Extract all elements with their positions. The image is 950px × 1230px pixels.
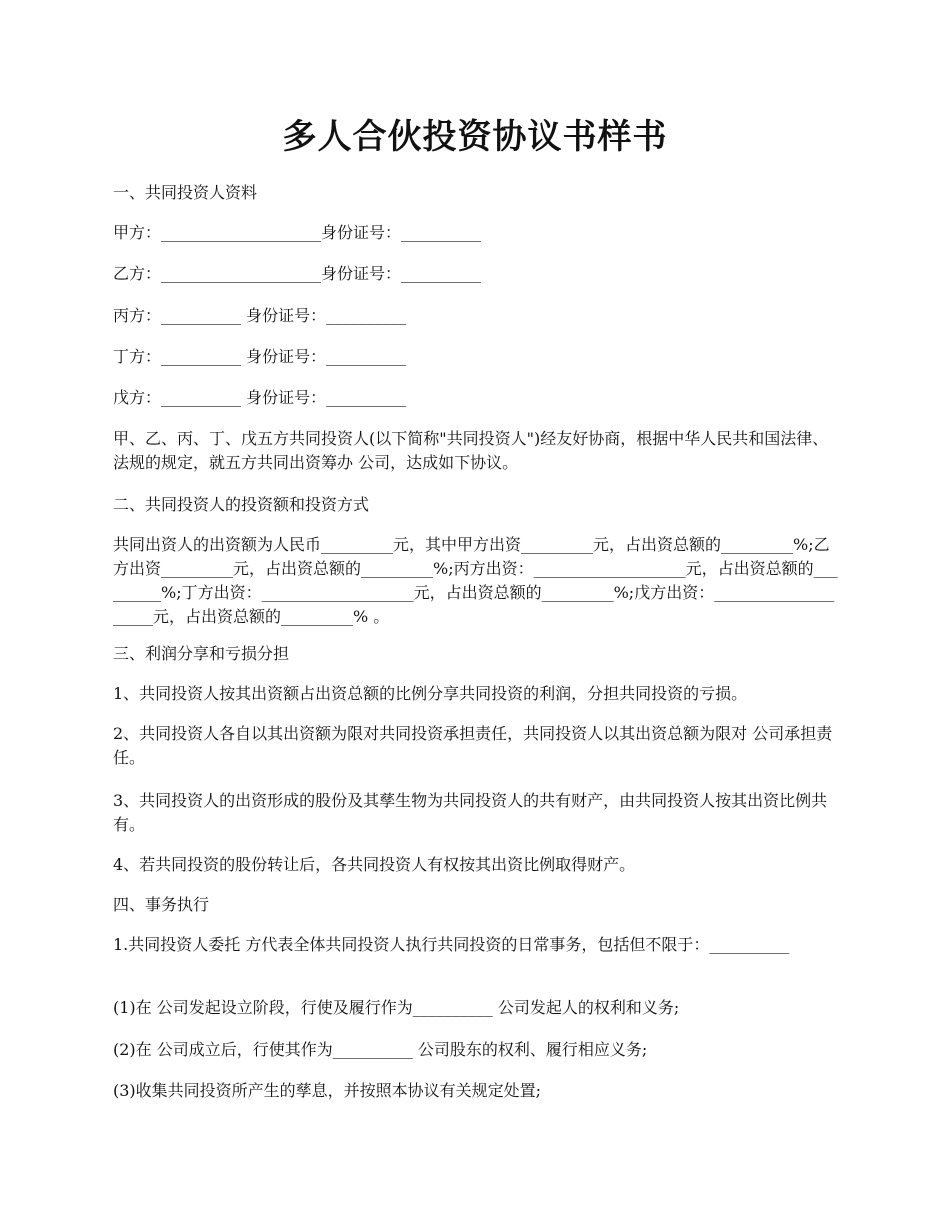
preamble-paragraph: 甲、乙、丙、丁、戊五方共同投资人(以下简称"共同投资人")经友好协商，根据中华人民共和国法律、法规的规定，就五方共同出资筹办 公司，达成如下协议。 [113,429,829,472]
execution-clause-1: 1.共同投资人委托 方代表全体共同投资人执行共同投资的日常事务，包括但不限于：__________ [113,935,790,954]
profit-clause-1: 1、共同投资人按其出资额占出资总额的比例分享共同投资的利润，分担共同投资的亏损。 [113,684,748,703]
section-heading-4: 四、事务执行 [113,895,210,914]
section-heading-1: 一、共同投资人资料 [113,183,258,202]
execution-item-3: (3)收集共同投资所产生的孳息，并按照本协议有关规定处置; [113,1081,542,1100]
section-heading-3: 三、利润分享和亏损分担 [113,644,290,663]
profit-clause-3: 3、共同投资人的出资形成的股份及其孳生物为共同投资人的共有财产，由共同投资人按其出资比例共有。 [113,791,828,834]
party-b-line: 乙方：____________________身份证号：__________ [113,264,482,283]
document-title: 多人合伙投资协议书样书 [282,117,668,157]
party-a-line: 甲方：____________________身份证号：__________ [113,223,482,242]
party-c-line: 丙方：__________ 身份证号：__________ [113,306,407,325]
party-e-line: 戊方：__________ 身份证号：__________ [113,388,407,407]
profit-clause-2: 2、共同投资人各自以其出资额为限对共同投资承担责任，共同投资人以其出资总额为限对 公司承担责任。 [113,724,833,767]
section-heading-2: 二、共同投资人的投资额和投资方式 [113,495,370,514]
execution-item-2: (2)在 公司成立后，行使其作为__________ 公司股东的权利、履行相应义务; [113,1040,648,1059]
party-d-line: 丁方：__________ 身份证号：__________ [113,347,407,366]
execution-item-1: (1)在 公司发起设立阶段，行使及履行作为__________ 公司发起人的权利和义务; [113,998,680,1017]
investment-amount-paragraph: 共同出资人的出资额为人民币_________元，其中甲方出资_________元，占出资总额的_________%;乙方出资_________元，占出资总额的_________%;丙方出资：___________________元，占出资总额的_________%;丁方出资：___________________元，占出资总额的_________%;戊方出资：____________________元，占出资总额的_________% 。 [113,535,838,626]
profit-clause-4: 4、若共同投资的股份转让后，各共同投资人有权按其出资比例取得财产。 [113,855,636,874]
